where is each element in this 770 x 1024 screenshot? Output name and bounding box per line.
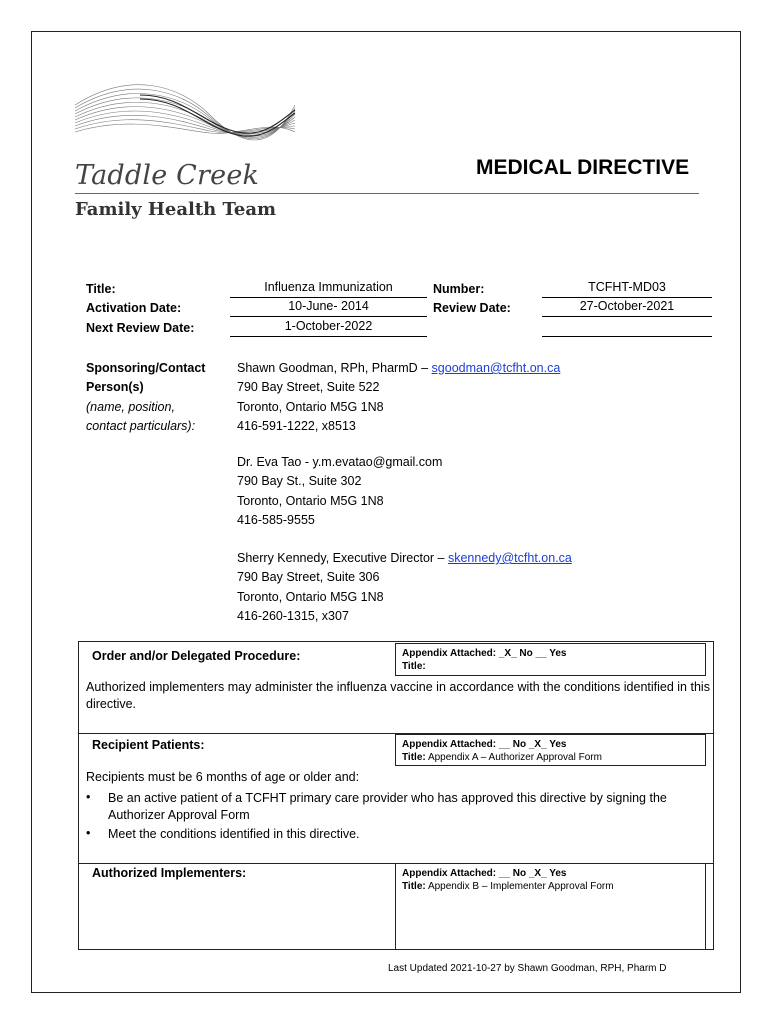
contact-person-3 <box>237 549 572 626</box>
logo-subtitle: Family Health Team <box>75 199 277 220</box>
logo-name: Taddle Creek <box>75 160 260 191</box>
activation-date-value: 10-June- 2014 <box>230 299 427 317</box>
recipients-appendix-box <box>395 734 706 766</box>
contact-name: Dr. Eva Tao - y.m.evatao@gmail.com <box>237 455 443 469</box>
contact-email-link[interactable]: skennedy@tcfht.on.ca <box>447 551 572 565</box>
contact-name: Shawn Goodman, RPh, PharmD – <box>237 361 432 375</box>
next-review-date-value: 1-October-2022 <box>230 319 427 337</box>
contact-label-italic: (name, position, <box>86 399 175 414</box>
appendix-title-label: Title: <box>402 661 426 672</box>
contact-city: Toronto, Ontario M5G 1N8 <box>237 589 384 604</box>
review-date-label: Review Date: <box>433 301 511 315</box>
contact-phone: 416-260-1315, x307 <box>237 608 349 623</box>
activation-date-label: Activation Date: <box>86 301 182 315</box>
appendix-attached-line: Appendix Attached: _X_ No __ Yes <box>402 648 567 659</box>
contact-person-1 <box>237 359 560 436</box>
bullet-icon: • <box>86 790 91 804</box>
appendix-title-label: Title: <box>402 752 426 763</box>
contact-city: Toronto, Ontario M5G 1N8 <box>237 399 384 414</box>
contact-city: Toronto, Ontario M5G 1N8 <box>237 493 384 508</box>
contact-address: 790 Bay St., Suite 302 <box>237 474 362 489</box>
contact-label-line: Person(s) <box>86 380 144 395</box>
next-review-date-label: Next Review Date: <box>86 321 195 335</box>
contact-phone: 416-591-1222, x8513 <box>237 418 356 433</box>
appendix-attached-line: Appendix Attached: __ No _X_ Yes <box>402 739 567 750</box>
recipients-intro: Recipients must be 6 months of age or older and: <box>86 770 360 784</box>
contact-label-line: Sponsoring/Contact <box>86 361 206 375</box>
contact-email-link[interactable]: sgoodman@tcfht.on.ca <box>431 361 561 375</box>
contact-address: 790 Bay Street, Suite 306 <box>237 570 380 585</box>
contact-phone: 416-585-9555 <box>237 512 315 527</box>
implementers-heading: Authorized Implementers: <box>92 866 247 880</box>
contact-label <box>86 359 231 436</box>
title-divider <box>75 193 699 194</box>
appendix-title-value: Appendix A – Authorizer Approval Form <box>425 752 602 763</box>
implementers-appendix-box <box>395 863 706 950</box>
order-appendix-box <box>395 643 706 676</box>
title-label: Title: <box>86 282 116 296</box>
blank-field <box>542 319 712 337</box>
document-title: MEDICAL DIRECTIVE <box>476 156 690 179</box>
logo-waves-icon <box>70 75 300 155</box>
title-value: Influenza Immunization <box>230 280 427 298</box>
order-heading: Order and/or Delegated Procedure: <box>92 649 301 663</box>
footer-last-updated: Last Updated 2021-10-27 by Shawn Goodman, RPH, Pharm D <box>388 963 667 974</box>
number-label: Number: <box>433 282 485 296</box>
contact-person-2 <box>237 453 442 530</box>
recipients-bullet-2: Meet the conditions identified in this directive. <box>108 827 360 841</box>
contact-address: 790 Bay Street, Suite 522 <box>237 380 380 395</box>
appendix-title-value: Appendix B – Implementer Approval Form <box>425 881 614 892</box>
contact-label-italic: contact particulars): <box>86 418 196 433</box>
order-body: Authorized implementers may administer the influenza vaccine in accordance with the conditions identified in this directive. <box>86 680 710 711</box>
recipients-heading: Recipient Patients: <box>92 738 205 752</box>
bullet-icon: • <box>86 826 91 840</box>
appendix-attached-line: Appendix Attached: __ No _X_ Yes <box>402 868 567 879</box>
number-value: TCFHT-MD03 <box>542 280 712 298</box>
contact-name: Sherry Kennedy, Executive Director – <box>237 551 448 565</box>
recipients-bullet-1: Be an active patient of a TCFHT primary care provider who has approved this directive by signing the Authorizer Approval Form <box>108 791 667 822</box>
appendix-title-label: Title: <box>402 881 426 892</box>
review-date-value: 27-October-2021 <box>542 299 712 317</box>
